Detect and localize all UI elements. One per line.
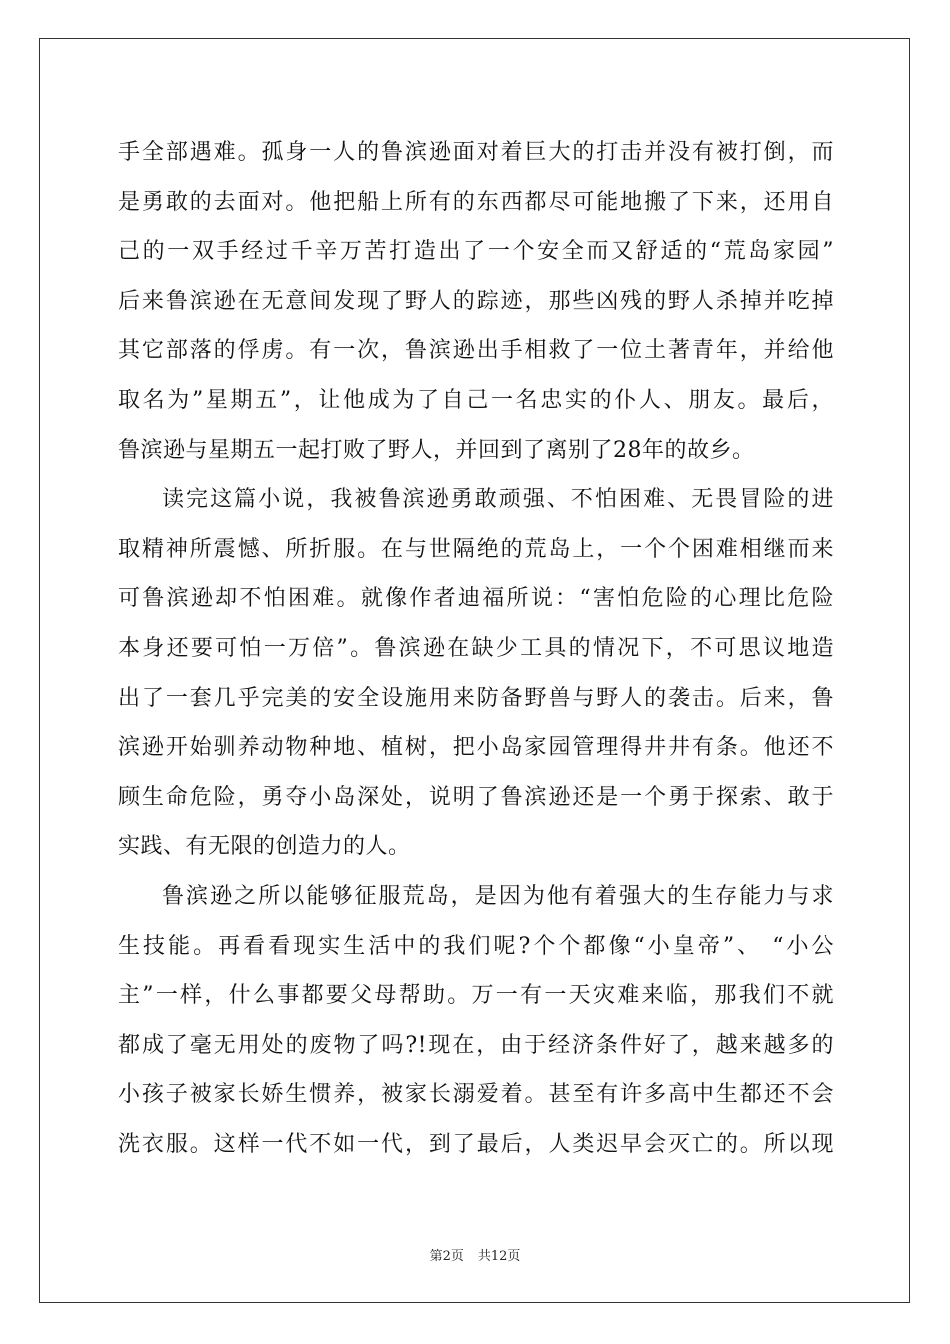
paragraph xyxy=(118,872,834,1170)
text-line: 己的一双手经过千辛万苦打造出了一个安全而又舒适的“荒岛家园” xyxy=(118,239,834,265)
text-line: 读完这篇小说，我被鲁滨逊勇敢顽强、不怕困难、无畏冒险的进 xyxy=(162,487,834,513)
text-line: 生技能。再看看现实生活中的我们呢?个个都像“小皇帝”、 “小公 xyxy=(118,933,834,959)
text-line: 鲁滨逊与星期五一起打败了野人，并回到了离别了28年的故乡。 xyxy=(118,437,755,463)
text-line: 滨逊开始驯养动物种地、植树，把小岛家园管理得井井有条。他还不 xyxy=(118,735,834,761)
text-line: 可鲁滨逊却不怕困难。就像作者迪福所说：“害怕危险的心理比危险 xyxy=(118,586,834,612)
text-line: 是勇敢的去面对。他把船上所有的东西都尽可能地搬了下来，还用自 xyxy=(118,189,834,215)
text-line: 本身还要可怕一万倍”。鲁滨逊在缺少工具的情况下，不可思议地造 xyxy=(118,635,834,661)
document-body xyxy=(118,128,834,1169)
text-line: 都成了毫无用处的废物了吗?!现在，由于经济条件好了，越来越多的 xyxy=(118,1032,834,1058)
text-line: 主”一样，什么事都要父母帮助。万一有一天灾难来临，那我们不就 xyxy=(118,983,834,1009)
paragraph xyxy=(118,475,834,872)
text-line: 其它部落的俘虏。有一次，鲁滨逊出手相救了一位土著青年，并给他 xyxy=(118,338,834,364)
page-footer xyxy=(0,1245,950,1264)
paragraph xyxy=(118,128,834,475)
text-line: 顾生命危险，勇夺小岛深处，说明了鲁滨逊还是一个勇于探索、敢于 xyxy=(118,784,834,810)
text-line: 实践、有无限的创造力的人。 xyxy=(118,834,411,860)
text-line: 洗衣服。这样一代不如一代，到了最后，人类迟早会灭亡的。所以现 xyxy=(118,1131,834,1157)
text-line: 取精神所震憾、所折服。在与世隔绝的荒岛上，一个个困难相继而来 xyxy=(118,536,834,562)
text-line: 鲁滨逊之所以能够征服荒岛，是因为他有着强大的生存能力与求 xyxy=(162,883,834,909)
text-line: 取名为”星期五”，让他成为了自己一名忠实的仆人、朋友。最后， xyxy=(118,387,834,413)
text-line: 后来鲁滨逊在无意间发现了野人的踪迹，那些凶残的野人杀掉并吃掉 xyxy=(118,288,834,314)
text-line: 小孩子被家长娇生惯养，被家长溺爱着。甚至有许多高中生都还不会 xyxy=(118,1082,834,1108)
text-line: 出了一套几乎完美的安全设施用来防备野兽与野人的袭击。后来，鲁 xyxy=(118,685,834,711)
page-number: 第2页 xyxy=(429,1249,464,1264)
page-total: 共12页 xyxy=(477,1249,521,1264)
text-line: 手全部遇难。孤身一人的鲁滨逊面对着巨大的打击并没有被打倒，而 xyxy=(118,140,834,165)
